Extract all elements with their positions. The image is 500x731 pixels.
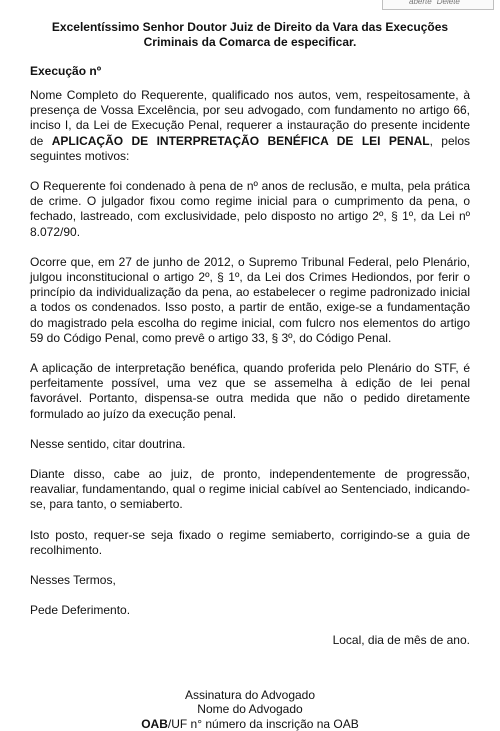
document-heading: Excelentíssimo Senhor Doutor Juiz de Direito da Vara das Execuções Criminais da Comarca de especificar. xyxy=(51,20,449,49)
oab-label: OAB xyxy=(141,716,168,731)
paragraph-reassessment: Diante disso, cabe ao juiz, de pronto, independentemente de progressão, reavaliar, fundamentando, qual o regime inicial cabível ao Sentenciado, indicando-se, para tanto, o semiaberto. xyxy=(30,467,470,512)
paragraph-conviction: O Requerente foi condenado à pena de nº anos de reclusão, e multa, pela prática de crime. O julgador fixou como regime inicial para o cumprimento da pena, o fechado, lastreado, com exclusividade, pelo disposto no artigo 2º, § 1º, da Lei nº 8.072/90. xyxy=(30,179,470,239)
signature-line: Assinatura do Advogado xyxy=(184,687,316,702)
paragraph-request-regime: Isto posto, requer-se seja fixado o regime semiaberto, corrigindo-se a guia de recolhimento. xyxy=(30,527,470,557)
paragraph-doctrine: Nesse sentido, citar doutrina. xyxy=(30,436,186,451)
closing-terms: Nesses Termos, xyxy=(30,573,116,588)
paragraph-request-text-b: , pelos seguintes motivos: xyxy=(30,133,470,163)
oab-registration xyxy=(30,717,470,731)
oab-registration-text: /UF n° número da inscrição na OAB xyxy=(167,716,359,731)
lawyer-name: Nome do Advogado xyxy=(197,702,303,717)
corner-tag: aberte "Delete" xyxy=(382,0,494,10)
execution-number-label: Execução nº xyxy=(30,64,102,78)
petition-document xyxy=(30,20,470,731)
paragraph-benefic-interpretation: A aplicação de interpretação benéfica, quando proferida pelo Plenário do STF, é perfeitamente possível, uma vez que se assemelha à edição de lei penal favorável. Portanto, dispensa-se outra medida que não o pedido diretamente formulado ao juízo da execução penal. xyxy=(30,361,470,421)
paragraph-request-bold: APLICAÇÃO DE INTERPRETAÇÃO BENÉFICA DE LEI PENAL xyxy=(51,133,430,148)
place-date: Local, dia de mês de ano. xyxy=(332,633,470,648)
paragraph-request-text-a: Nome Completo do Requerente, qualificado nos autos, vem, respeitosamente, à presença de Vossa Excelência, por seu advogado, com fundamento no artigo 66, inciso I, da Lei de Execução Penal, requerer a instauração do presente incidente de xyxy=(30,88,470,148)
signature-block xyxy=(30,688,470,731)
paragraph-request xyxy=(30,88,470,164)
deferment-request: Pede Deferimento. xyxy=(30,603,131,618)
paragraph-stf-ruling: Ocorre que, em 27 de junho de 2012, o Supremo Tribunal Federal, pelo Plenário, julgou inconstitucional o artigo 2º, § 1º, da Lei dos Crimes Hediondos, por ferir o princípio da individualização da pena, ao estabelecer o regime padronizado inicial a todos os condenados. Isso posto, a partir de então, exige-se a fundamentação do magistrado pela escolha do regime inicial, com fulcro nos elementos do artigo 59 do Código Penal, como prevê o artigo 33, § 3º, do Código Penal. xyxy=(30,254,470,345)
